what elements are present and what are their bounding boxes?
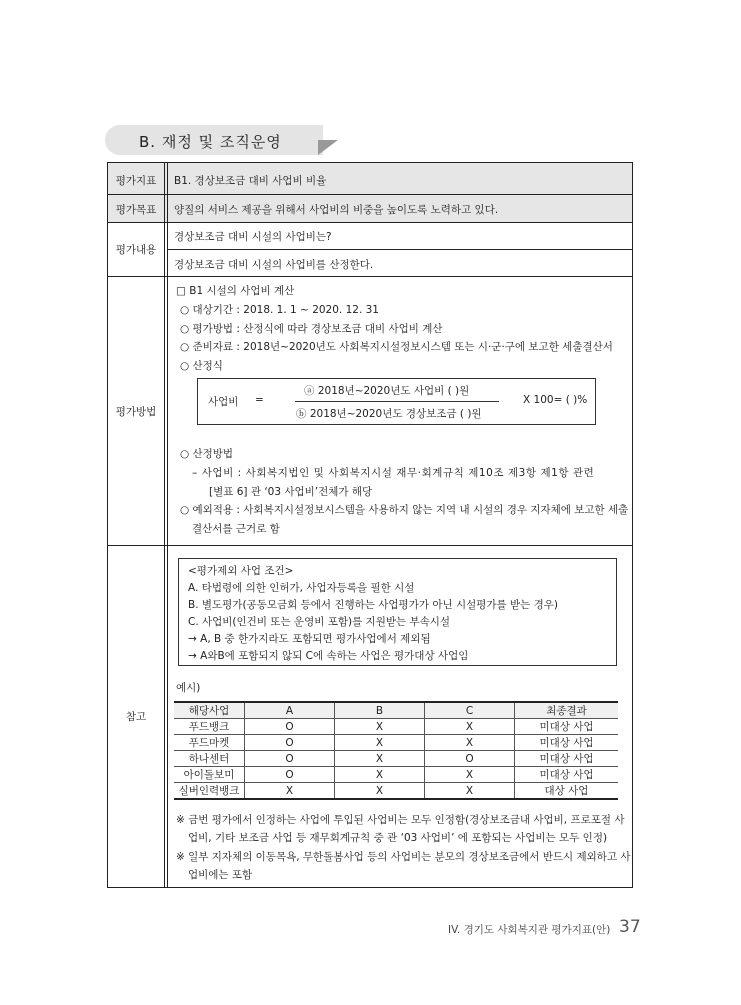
exclusion-rule-2: → A와B에 포함되지 않되 C에 속하는 사업은 평가대상 사업임 — [188, 650, 469, 662]
evaluation-table — [107, 162, 633, 888]
cell: 푸드뱅크 — [174, 719, 245, 735]
example-table — [174, 701, 618, 800]
cell: O — [245, 719, 335, 735]
method-title: □ B1 시설의 사업비 계산 — [176, 285, 295, 297]
cell: 하나센터 — [174, 751, 245, 767]
cell: X — [335, 751, 425, 767]
cell: 미대상 사업 — [515, 767, 619, 783]
row-divider — [108, 222, 632, 223]
formula-numerator: ⓐ 2018년~2020년도 사업비 ( )원 — [304, 385, 470, 397]
note-2: ※ 일부 지자체의 이동목욕, 무한돌봄사업 등의 사업비는 분모의 경상보조금에서 반드시 제외하고 사 — [176, 851, 631, 863]
cell: X — [425, 767, 515, 783]
formula-denominator: ⓑ 2018년~2020년도 경상보조금 ( )원 — [296, 408, 482, 420]
page-number: 37 — [619, 917, 641, 937]
note-2-cont: 업비에는 포함 — [188, 869, 253, 881]
exclusion-rule-1: → A, B 중 한가지라도 포함되면 평가사업에서 제외됨 — [188, 633, 431, 645]
table-row — [174, 751, 618, 767]
table-row — [174, 767, 618, 783]
header-cell: C — [425, 702, 515, 719]
method-label: 평가방법 — [115, 406, 157, 418]
cell: 대상 사업 — [515, 783, 619, 800]
footer-text: IV. 경기도 사회복지관 평가지표(안) — [448, 924, 611, 936]
exclusion-a: A. 타법령에 의한 인허가, 사업자등록을 필한 시설 — [188, 582, 415, 594]
header-cell: 최종결과 — [515, 702, 619, 719]
exclusion-c: C. 사업비(인건비 또는 운영비 포함)를 지원받는 부속시설 — [188, 616, 451, 628]
note-1: ※ 금번 평가에서 인정하는 사업에 투입된 사업비는 모두 인정함(경상보조금내 사업비, 프로포절 사 — [176, 814, 625, 826]
method-exception: ○ 예외적용 : 사회복지시설정보시스템을 사용하지 않는 지역 내 시설의 경우 지자체에 보고한 세출 — [180, 504, 629, 516]
cell: X — [245, 783, 335, 800]
indicator-text: B1. 경상보조금 대비 사업비 비율 — [174, 175, 327, 187]
header-cell: B — [335, 702, 425, 719]
exclusion-title: <평가제외 사업 조건> — [188, 565, 294, 577]
row-divider — [108, 545, 632, 546]
cell: O — [425, 751, 515, 767]
label-column-divider — [164, 163, 165, 887]
header-cell: 해당사업 — [174, 702, 245, 719]
row-divider-inner — [167, 249, 632, 250]
header-cell: A — [245, 702, 335, 719]
row-divider — [108, 194, 632, 195]
cell: 미대상 사업 — [515, 719, 619, 735]
cell: X — [425, 783, 515, 800]
method-calc-heading: ○ 산정방법 — [180, 448, 234, 460]
method-exception-cont: 결산서를 근거로 함 — [192, 523, 280, 535]
content-question: 경상보조금 대비 시설의 사업비는? — [174, 231, 332, 243]
cell: X — [335, 767, 425, 783]
cell: 푸드마켓 — [174, 735, 245, 751]
cell: O — [245, 751, 335, 767]
formula-box — [197, 378, 596, 425]
cell: X — [425, 735, 515, 751]
row-divider — [108, 276, 632, 277]
reference-label: 참고 — [125, 711, 147, 723]
note-1-cont: 업비, 기타 보조금 사업 등 재무회계규칙 중 관 ‘03 사업비’ 에 포함되는 사업비는 모두 인정) — [188, 832, 608, 844]
formula-equals: = — [255, 394, 264, 406]
cell: O — [245, 767, 335, 783]
cell: 미대상 사업 — [515, 751, 619, 767]
indicator-label: 평가지표 — [115, 175, 157, 187]
method-calc-detail-cont: [별표 6] 관 ‘03 사업비’전체가 해당 — [209, 486, 373, 498]
cell: X — [425, 719, 515, 735]
table-row — [174, 719, 618, 735]
section-tab-fold — [318, 140, 338, 155]
cell: X — [335, 735, 425, 751]
goal-text: 양질의 서비스 제공을 위해서 사업비의 비중을 높이도록 노력하고 있다. — [174, 204, 499, 216]
method-period: ○ 대상기간 : 2018. 1. 1 ~ 2020. 12. 31 — [180, 304, 379, 316]
cell: 미대상 사업 — [515, 735, 619, 751]
cell: O — [245, 735, 335, 751]
method-approach: ○ 평가방법 : 산정식에 따라 경상보조금 대비 사업비 계산 — [180, 323, 443, 335]
formula-rhs: X 100= ( )% — [523, 394, 588, 406]
exclusion-b: B. 별도평가(공동모금회 등에서 진행하는 사업평가가 아닌 시설평가를 받는 경우) — [188, 599, 559, 611]
table-row — [174, 735, 618, 751]
cell: 아이돌보미 — [174, 767, 245, 783]
method-calc-detail: – 사업비 : 사회복지법인 및 사회복지시설 재무·회계규칙 제10조 제3항 제1항 관련 — [192, 467, 595, 479]
label-column-divider-inner — [167, 163, 168, 887]
example-label: 예시) — [176, 682, 201, 694]
content-label: 평가내용 — [115, 244, 157, 256]
goal-label: 평가목표 — [115, 204, 157, 216]
content-answer: 경상보조금 대비 시설의 사업비를 산정한다. — [174, 259, 374, 271]
cell: X — [335, 719, 425, 735]
cell: 실버인력뱅크 — [174, 783, 245, 800]
table-row — [174, 783, 618, 800]
method-materials: ○ 준비자료 : 2018년~2020년도 사회복지시설정보시스템 또는 시·군·구에 보고한 세출결산서 — [180, 341, 613, 353]
formula-lhs: 사업비 — [208, 396, 239, 408]
exclusion-conditions-box — [178, 558, 617, 666]
method-formula-heading: ○ 산정식 — [180, 360, 223, 372]
section-heading-tab — [105, 125, 323, 155]
fraction-line — [295, 401, 499, 402]
example-table-header — [174, 702, 618, 719]
cell: X — [335, 783, 425, 800]
section-title: B. 재정 및 조직운영 — [139, 133, 282, 151]
